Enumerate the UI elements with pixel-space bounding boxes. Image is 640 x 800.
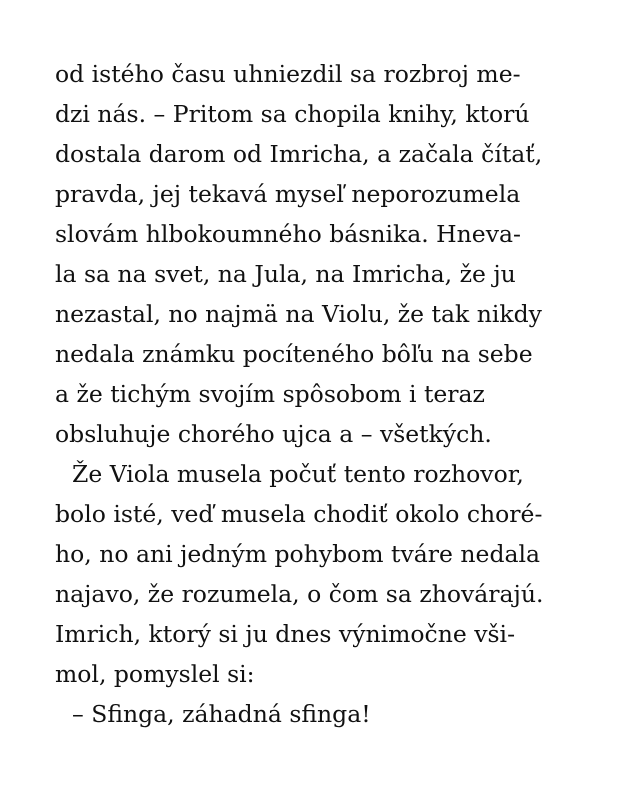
text-line: bolo isté, veď musela chodiť okolo choré- xyxy=(55,500,543,528)
text-line: a že tichým svojím spôsobom i teraz xyxy=(55,380,485,408)
text-line: nedala známku pocíteného bôľu na sebe xyxy=(55,340,533,368)
body-text xyxy=(55,54,595,734)
text-line: dostala darom od Imricha, a začala čítať, xyxy=(55,140,543,168)
text-line: pravda, jej tekavá myseľ neporozumela xyxy=(55,180,521,208)
text-line: obsluhuje chorého ujca a – všetkých. xyxy=(55,420,492,448)
text-line: dzi nás. – Pritom sa chopila knihy, ktorú xyxy=(55,100,530,128)
dialogue-line: – Sfinga, záhadná sfinga! xyxy=(72,700,371,728)
text-line: slovám hlbokoumného básnika. Hneva- xyxy=(55,220,521,248)
text-line: najavo, že rozumela, o čom sa zhovárajú. xyxy=(55,580,544,608)
text-line: mol, pomyslel si: xyxy=(55,660,255,688)
text-line: od istého času uhniezdil sa rozbroj me- xyxy=(55,60,521,88)
paragraph-first-line: Že Viola musela počuť tento rozhovor, xyxy=(72,460,524,488)
text-line: Imrich, ktorý si ju dnes výnimočne vši- xyxy=(55,620,516,648)
text-line: nezastal, no najmä na Violu, že tak nikdy xyxy=(55,300,542,328)
text-line: ho, no ani jedným pohybom tváre nedala xyxy=(55,540,541,568)
text-line: la sa na svet, na Jula, na Imricha, že ju xyxy=(55,260,516,288)
